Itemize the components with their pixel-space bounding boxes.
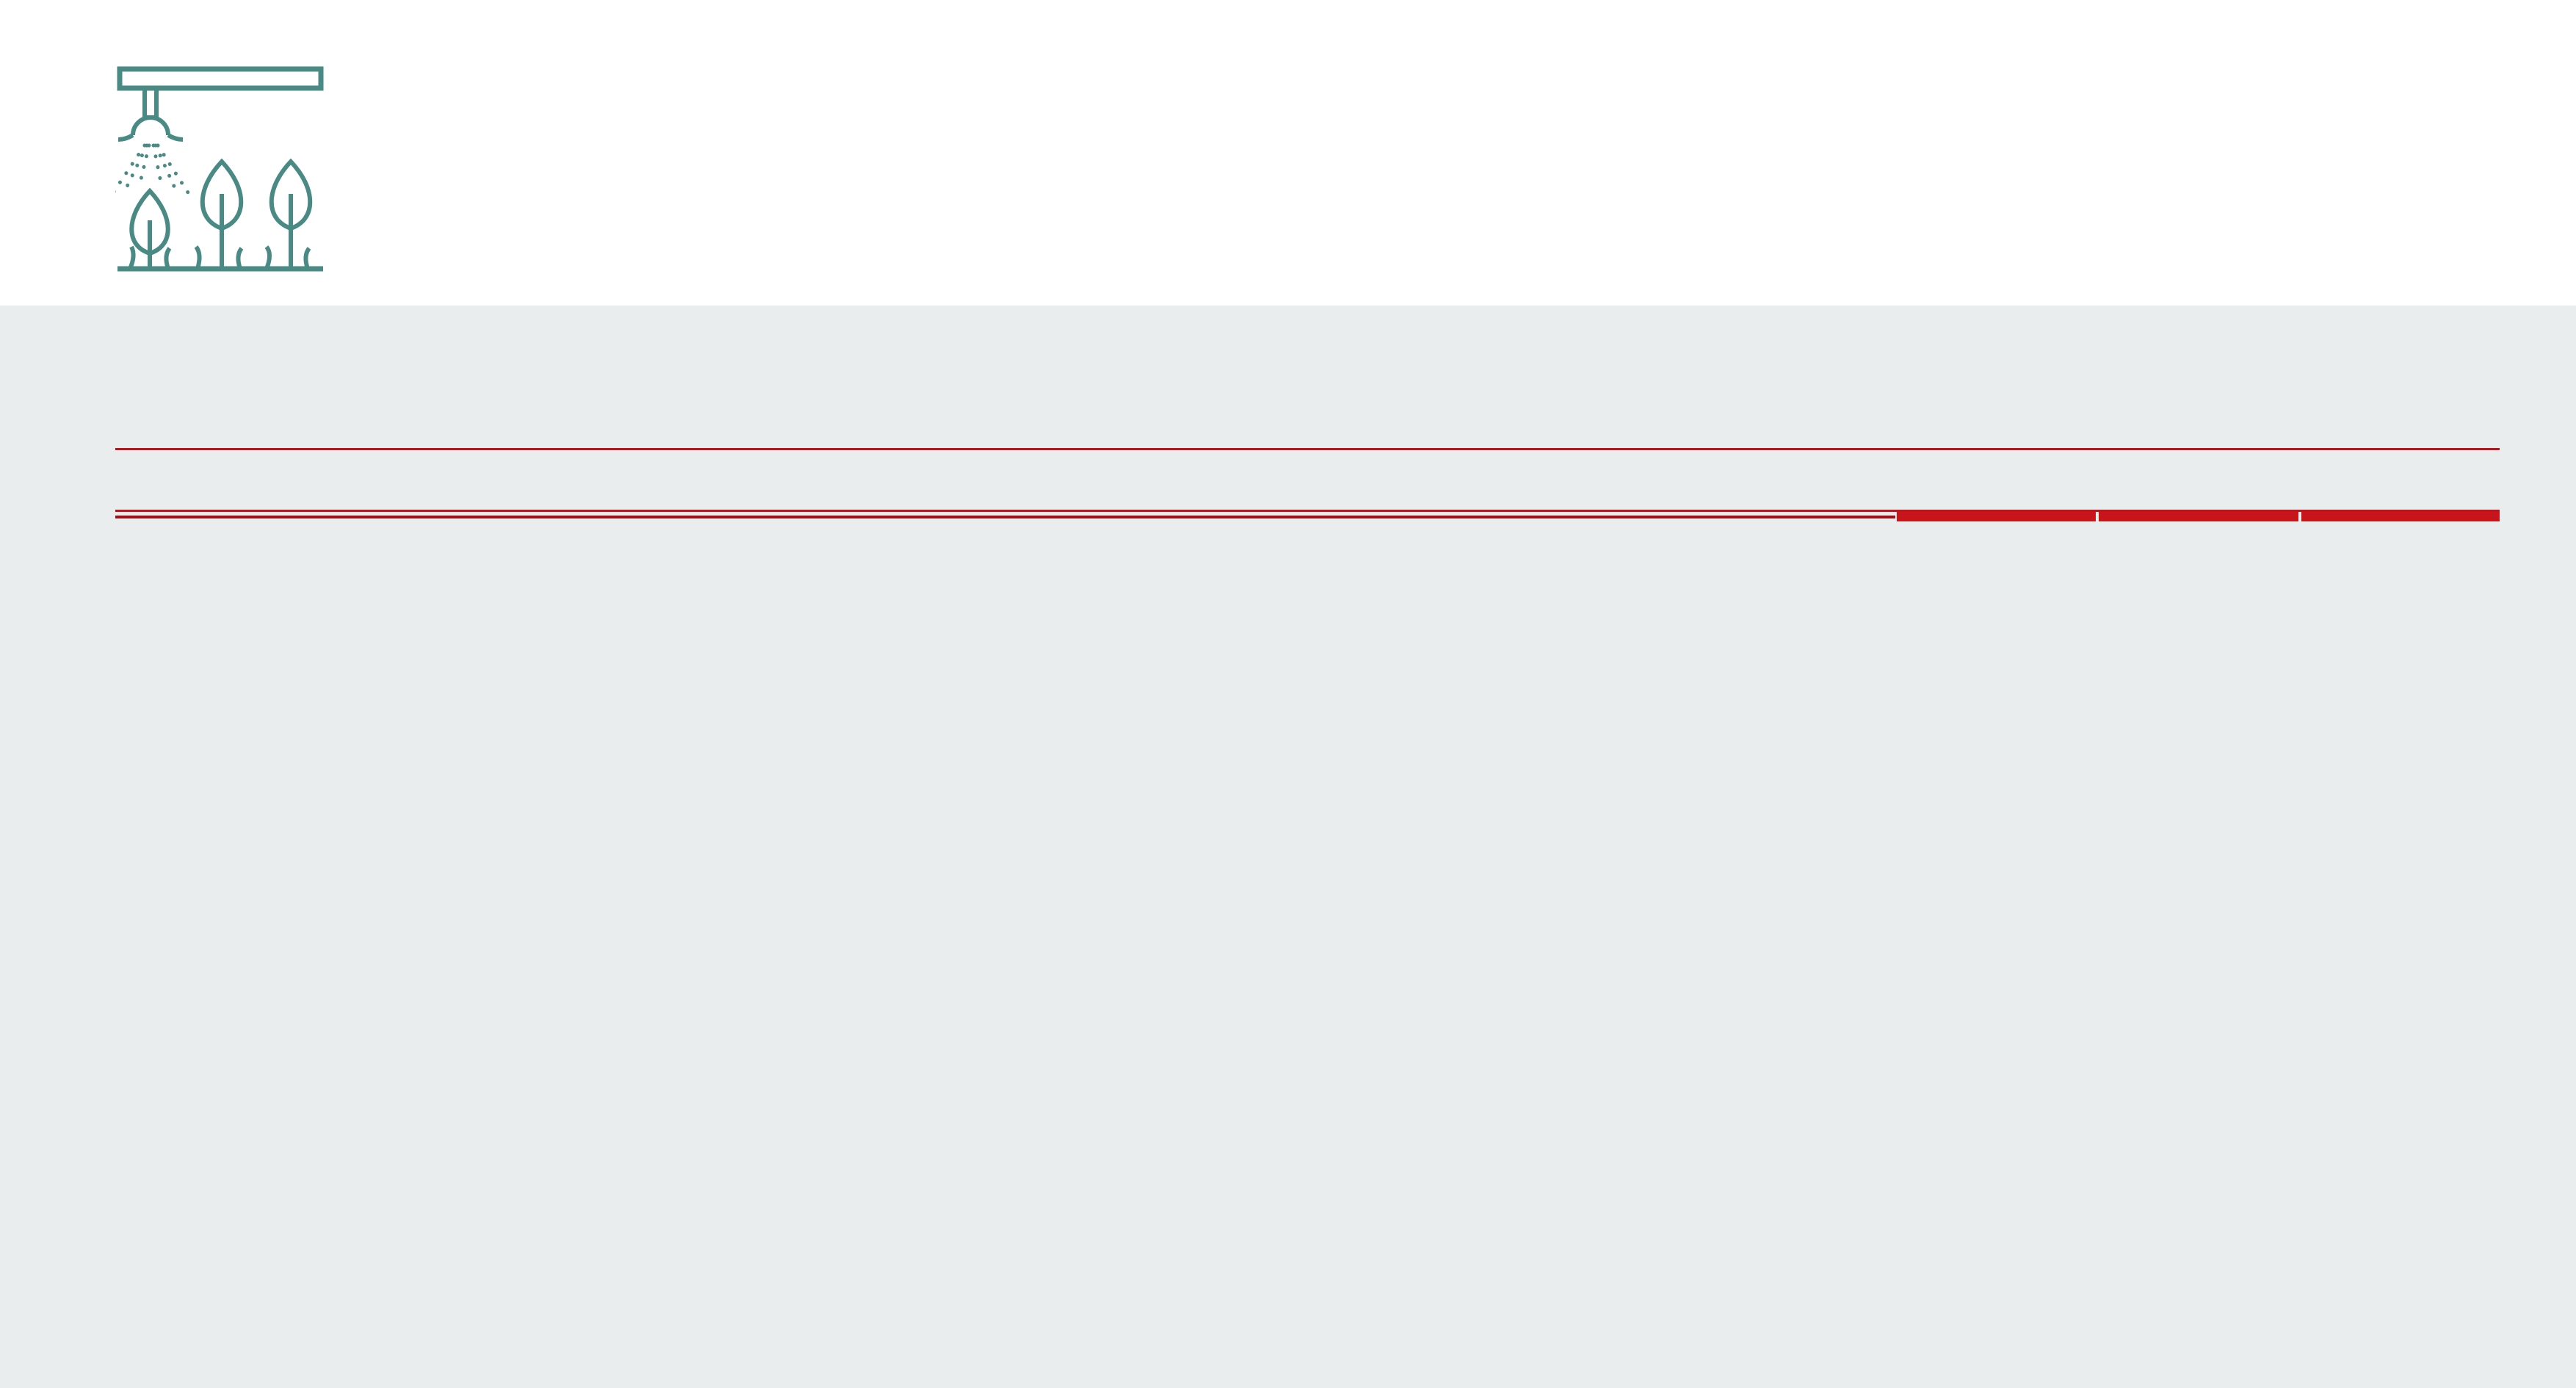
bottom-thin-rule — [115, 516, 1895, 518]
price-row-premium-cell — [1897, 512, 2096, 521]
benefits-header-cell — [115, 450, 1897, 510]
price-row-patrocinador-cell — [2099, 512, 2298, 521]
tier-header-colaborador — [2301, 450, 2500, 510]
sprinkler-plants-icon — [115, 63, 336, 283]
header-band — [0, 0, 2576, 306]
tier-header-premium — [1897, 450, 2096, 510]
sponsorship-table — [115, 448, 2500, 521]
table-header-row — [115, 450, 2500, 510]
price-row-colaborador-cell — [2301, 512, 2500, 521]
price-row-benefit-cell — [115, 512, 1897, 521]
tier-header-patrocinador — [2099, 450, 2298, 510]
price-row-sliver — [115, 512, 2500, 521]
